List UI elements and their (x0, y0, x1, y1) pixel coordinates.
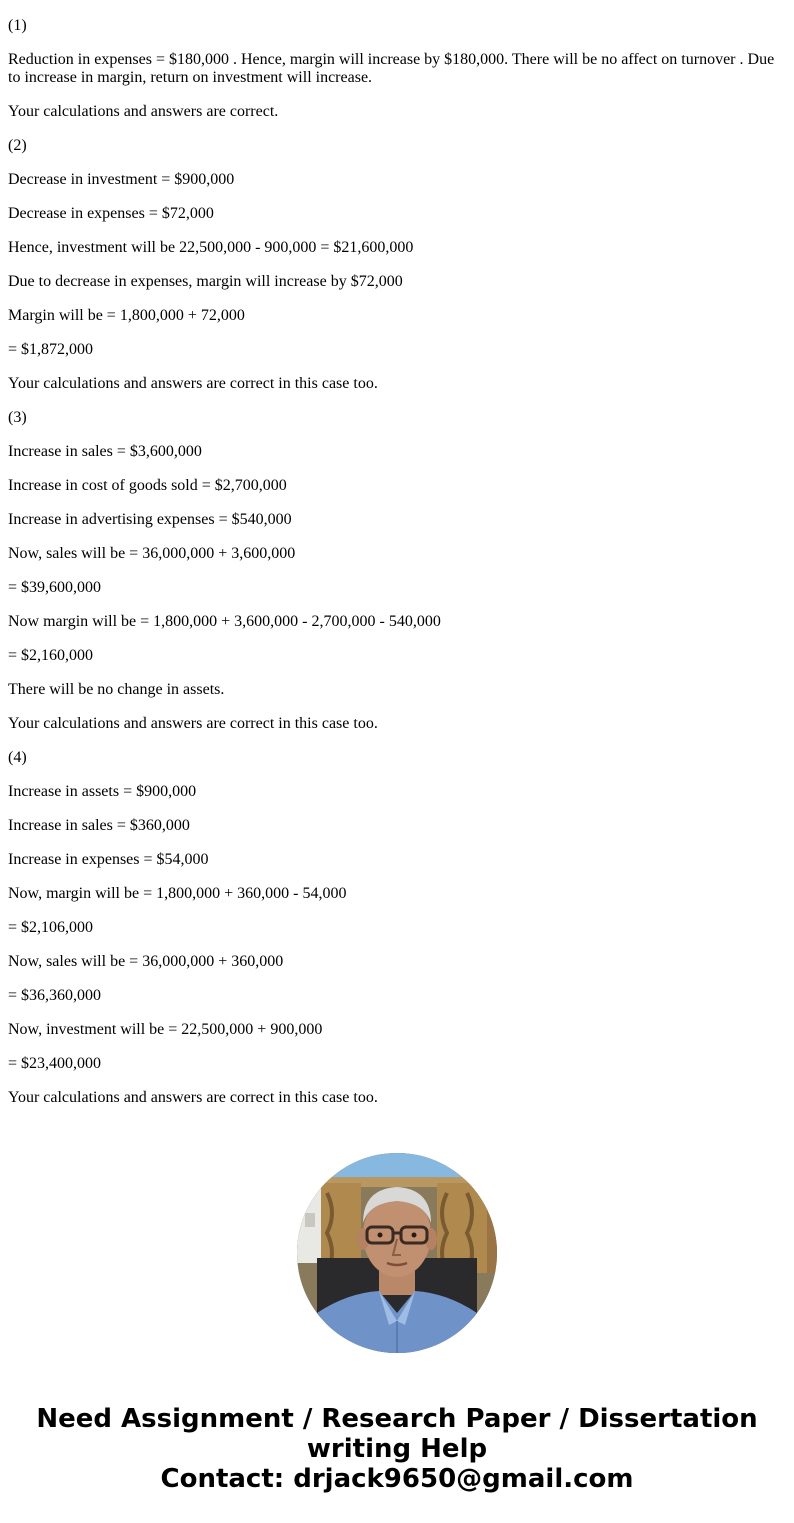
paragraph: (1) (8, 17, 27, 34)
paragraph: Increase in expenses = $54,000 (8, 851, 209, 868)
paragraph: (4) (8, 749, 27, 766)
paragraph: Now, sales will be = 36,000,000 + 3,600,000 (8, 545, 296, 562)
paragraph: Increase in sales = $360,000 (8, 817, 190, 834)
paragraph: = $1,872,000 (8, 341, 94, 358)
answer-body (8, 17, 786, 1123)
paragraph: Decrease in expenses = $72,000 (8, 205, 214, 222)
paragraph: Increase in cost of goods sold = $2,700,000 (8, 477, 287, 494)
paragraph: (2) (8, 137, 27, 154)
paragraph: Increase in assets = $900,000 (8, 783, 197, 800)
paragraph: Now margin will be = 1,800,000 + 3,600,000 - 2,700,000 - 540,000 (8, 613, 441, 630)
paragraph: = $36,360,000 (8, 987, 102, 1004)
footer-line: writing Help (306, 1434, 488, 1464)
paragraph: Hence, investment will be 22,500,000 - 900,000 = $21,600,000 (8, 239, 414, 256)
paragraph: Margin will be = 1,800,000 + 72,000 (8, 307, 245, 324)
paragraph: (3) (8, 409, 27, 426)
paragraph: Your calculations and answers are correct. (8, 103, 279, 120)
paragraph: There will be no change in assets. (8, 681, 225, 698)
footer-contact: Contact: drjack9650@gmail.com (160, 1464, 634, 1494)
footer-promo (0, 1404, 794, 1494)
author-avatar (297, 1153, 497, 1353)
footer-line: Need Assignment / Research Paper / Dissertation (36, 1404, 758, 1434)
paragraph: = $23,400,000 (8, 1055, 102, 1072)
paragraph: Your calculations and answers are correct in this case too. (8, 1089, 378, 1106)
paragraph: Now, investment will be = 22,500,000 + 900,000 (8, 1021, 323, 1038)
paragraph: = $39,600,000 (8, 579, 102, 596)
paragraph: Reduction in expenses = $180,000 . Hence, margin will increase by $180,000. There will be no affect on turnover . Due to increase in margin, return on investment will increase. (8, 51, 775, 86)
paragraph: Now, sales will be = 36,000,000 + 360,000 (8, 953, 284, 970)
avatar-portrait-icon (297, 1153, 497, 1353)
paragraph: Increase in sales = $3,600,000 (8, 443, 202, 460)
paragraph: = $2,160,000 (8, 647, 94, 664)
paragraph: Your calculations and answers are correct in this case too. (8, 375, 378, 392)
paragraph: Increase in advertising expenses = $540,000 (8, 511, 292, 528)
paragraph: = $2,106,000 (8, 919, 94, 936)
paragraph: Now, margin will be = 1,800,000 + 360,000 - 54,000 (8, 885, 347, 902)
paragraph: Decrease in investment = $900,000 (8, 171, 235, 188)
paragraph: Due to decrease in expenses, margin will increase by $72,000 (8, 273, 403, 290)
paragraph: Your calculations and answers are correct in this case too. (8, 715, 378, 732)
